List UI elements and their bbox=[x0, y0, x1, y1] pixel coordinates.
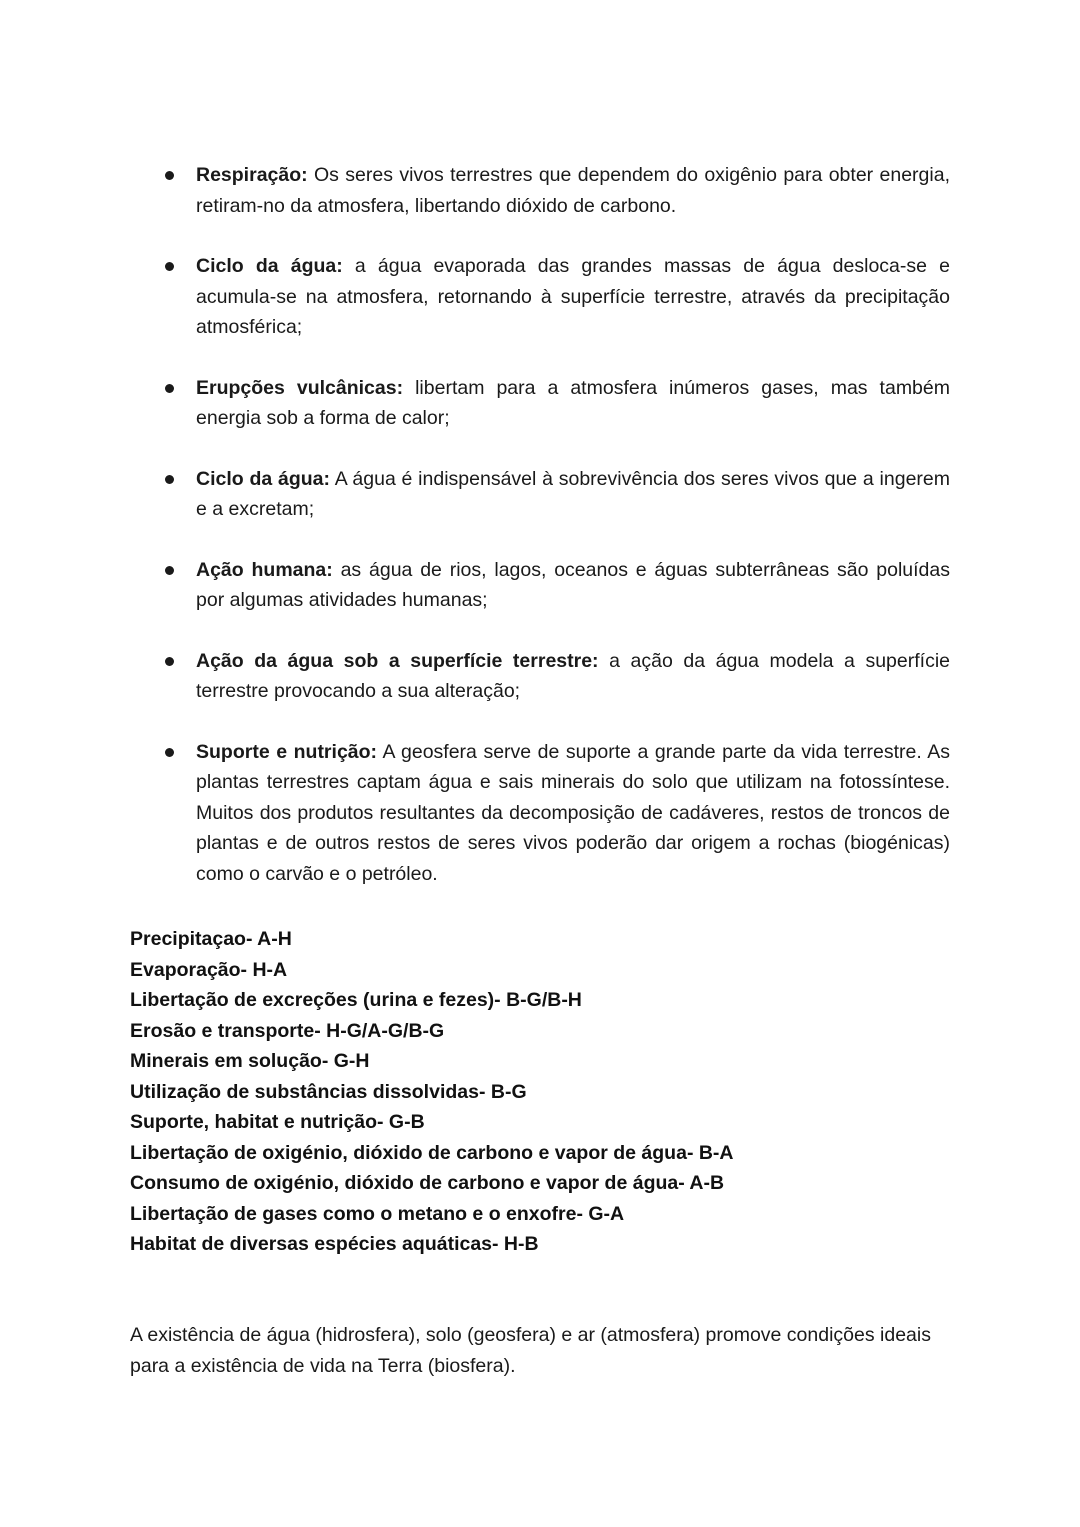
bullet-text: libertam para a atmosfera inúmeros gases, mas também energia sob a forma de calor; bbox=[196, 376, 950, 429]
bullet-text: A água é indispensável à sobrevivência dos seres vivos que a ingerem e a excretam; bbox=[196, 467, 950, 520]
bullet-text: a ação da água modela a superfície terrestre provocando a sua alteração; bbox=[196, 649, 951, 702]
bullet-dot-icon bbox=[165, 384, 174, 393]
relation-line: Evaporação- H-A bbox=[130, 958, 288, 981]
relation-line: Erosão e transporte- H-G/A-G/B-G bbox=[130, 1019, 445, 1042]
bullet-term: Ação humana: bbox=[196, 558, 333, 581]
relation-line: Utilização de substâncias dissolvidas- B-G bbox=[130, 1080, 527, 1103]
bullet-dot-icon bbox=[165, 475, 174, 484]
bullet-dot-icon bbox=[165, 566, 174, 575]
bullet-term: Erupções vulcânicas: bbox=[196, 376, 404, 399]
bullet-term: Ciclo da água: bbox=[196, 467, 330, 490]
bullet-dot-icon bbox=[165, 657, 174, 666]
bullet-text: as água de rios, lagos, oceanos e águas subterrâneas são poluídas por algumas atividades humanas; bbox=[196, 558, 950, 611]
bullet-term: Suporte e nutrição: bbox=[196, 740, 378, 763]
relation-line: Libertação de excreções (urina e fezes)- B-G/B-H bbox=[130, 989, 582, 1011]
bullet-text: Os seres vivos terrestres que dependem do oxigênio para obter energia, retiram-no da atmosfera, libertando dióxido de carbono. bbox=[196, 164, 950, 217]
relation-line: Minerais em solução- G-H bbox=[130, 1050, 370, 1072]
relation-line: Libertação de gases como o metano e o enxofre- G-A bbox=[130, 1202, 625, 1225]
relation-line: Habitat de diversas espécies aquáticas- H-B bbox=[130, 1233, 539, 1255]
conclusion-paragraph: A existência de água (hidrosfera), solo (geosfera) e ar (atmosfera) promove condições ideais para a existência de vida na Terra (biosfera). bbox=[130, 1324, 931, 1377]
bullet-list bbox=[160, 160, 950, 919]
bullet-text: a água evaporada das grandes massas de água desloca-se e acumula-se na atmosfera, retornando à superfície terrestre, através da precipitação atmosférica; bbox=[196, 255, 950, 338]
bullet-text: A geosfera serve de suporte a grande parte da vida terrestre. As plantas terrestres captam água e sais minerais do solo que utilizam na fotossíntese. Muitos dos produtos resultantes da decomposição de cadáveres, restos de troncos de plantas e de outros restos de seres vivos poderão dar origem a rochas (biogénicas) como o carvão e o petróleo. bbox=[196, 740, 950, 885]
relation-line: Consumo de oxigénio, dióxido de carbono e vapor de água- A-B bbox=[130, 1172, 725, 1194]
bullet-item bbox=[160, 373, 950, 434]
bullet-item bbox=[160, 555, 950, 616]
bullet-item bbox=[160, 251, 950, 343]
bullet-term: Respiração: bbox=[196, 164, 308, 186]
bullet-term: Ação da água sob a superfície terrestre: bbox=[196, 649, 599, 672]
bullet-dot-icon bbox=[165, 748, 174, 757]
relation-line: Libertação de oxigénio, dióxido de carbono e vapor de água- B-A bbox=[130, 1141, 734, 1164]
bullet-dot-icon bbox=[165, 171, 174, 180]
bullet-item bbox=[160, 464, 950, 525]
bullet-item bbox=[160, 737, 950, 890]
bullet-item bbox=[160, 160, 950, 221]
relations-list bbox=[130, 924, 950, 1260]
bullet-term: Ciclo da água: bbox=[196, 255, 343, 277]
relation-line: Suporte, habitat e nutrição- G-B bbox=[130, 1111, 425, 1133]
relation-line: Precipitaçao- A-H bbox=[130, 928, 292, 950]
bullet-item bbox=[160, 646, 950, 707]
bullet-dot-icon bbox=[165, 262, 174, 271]
